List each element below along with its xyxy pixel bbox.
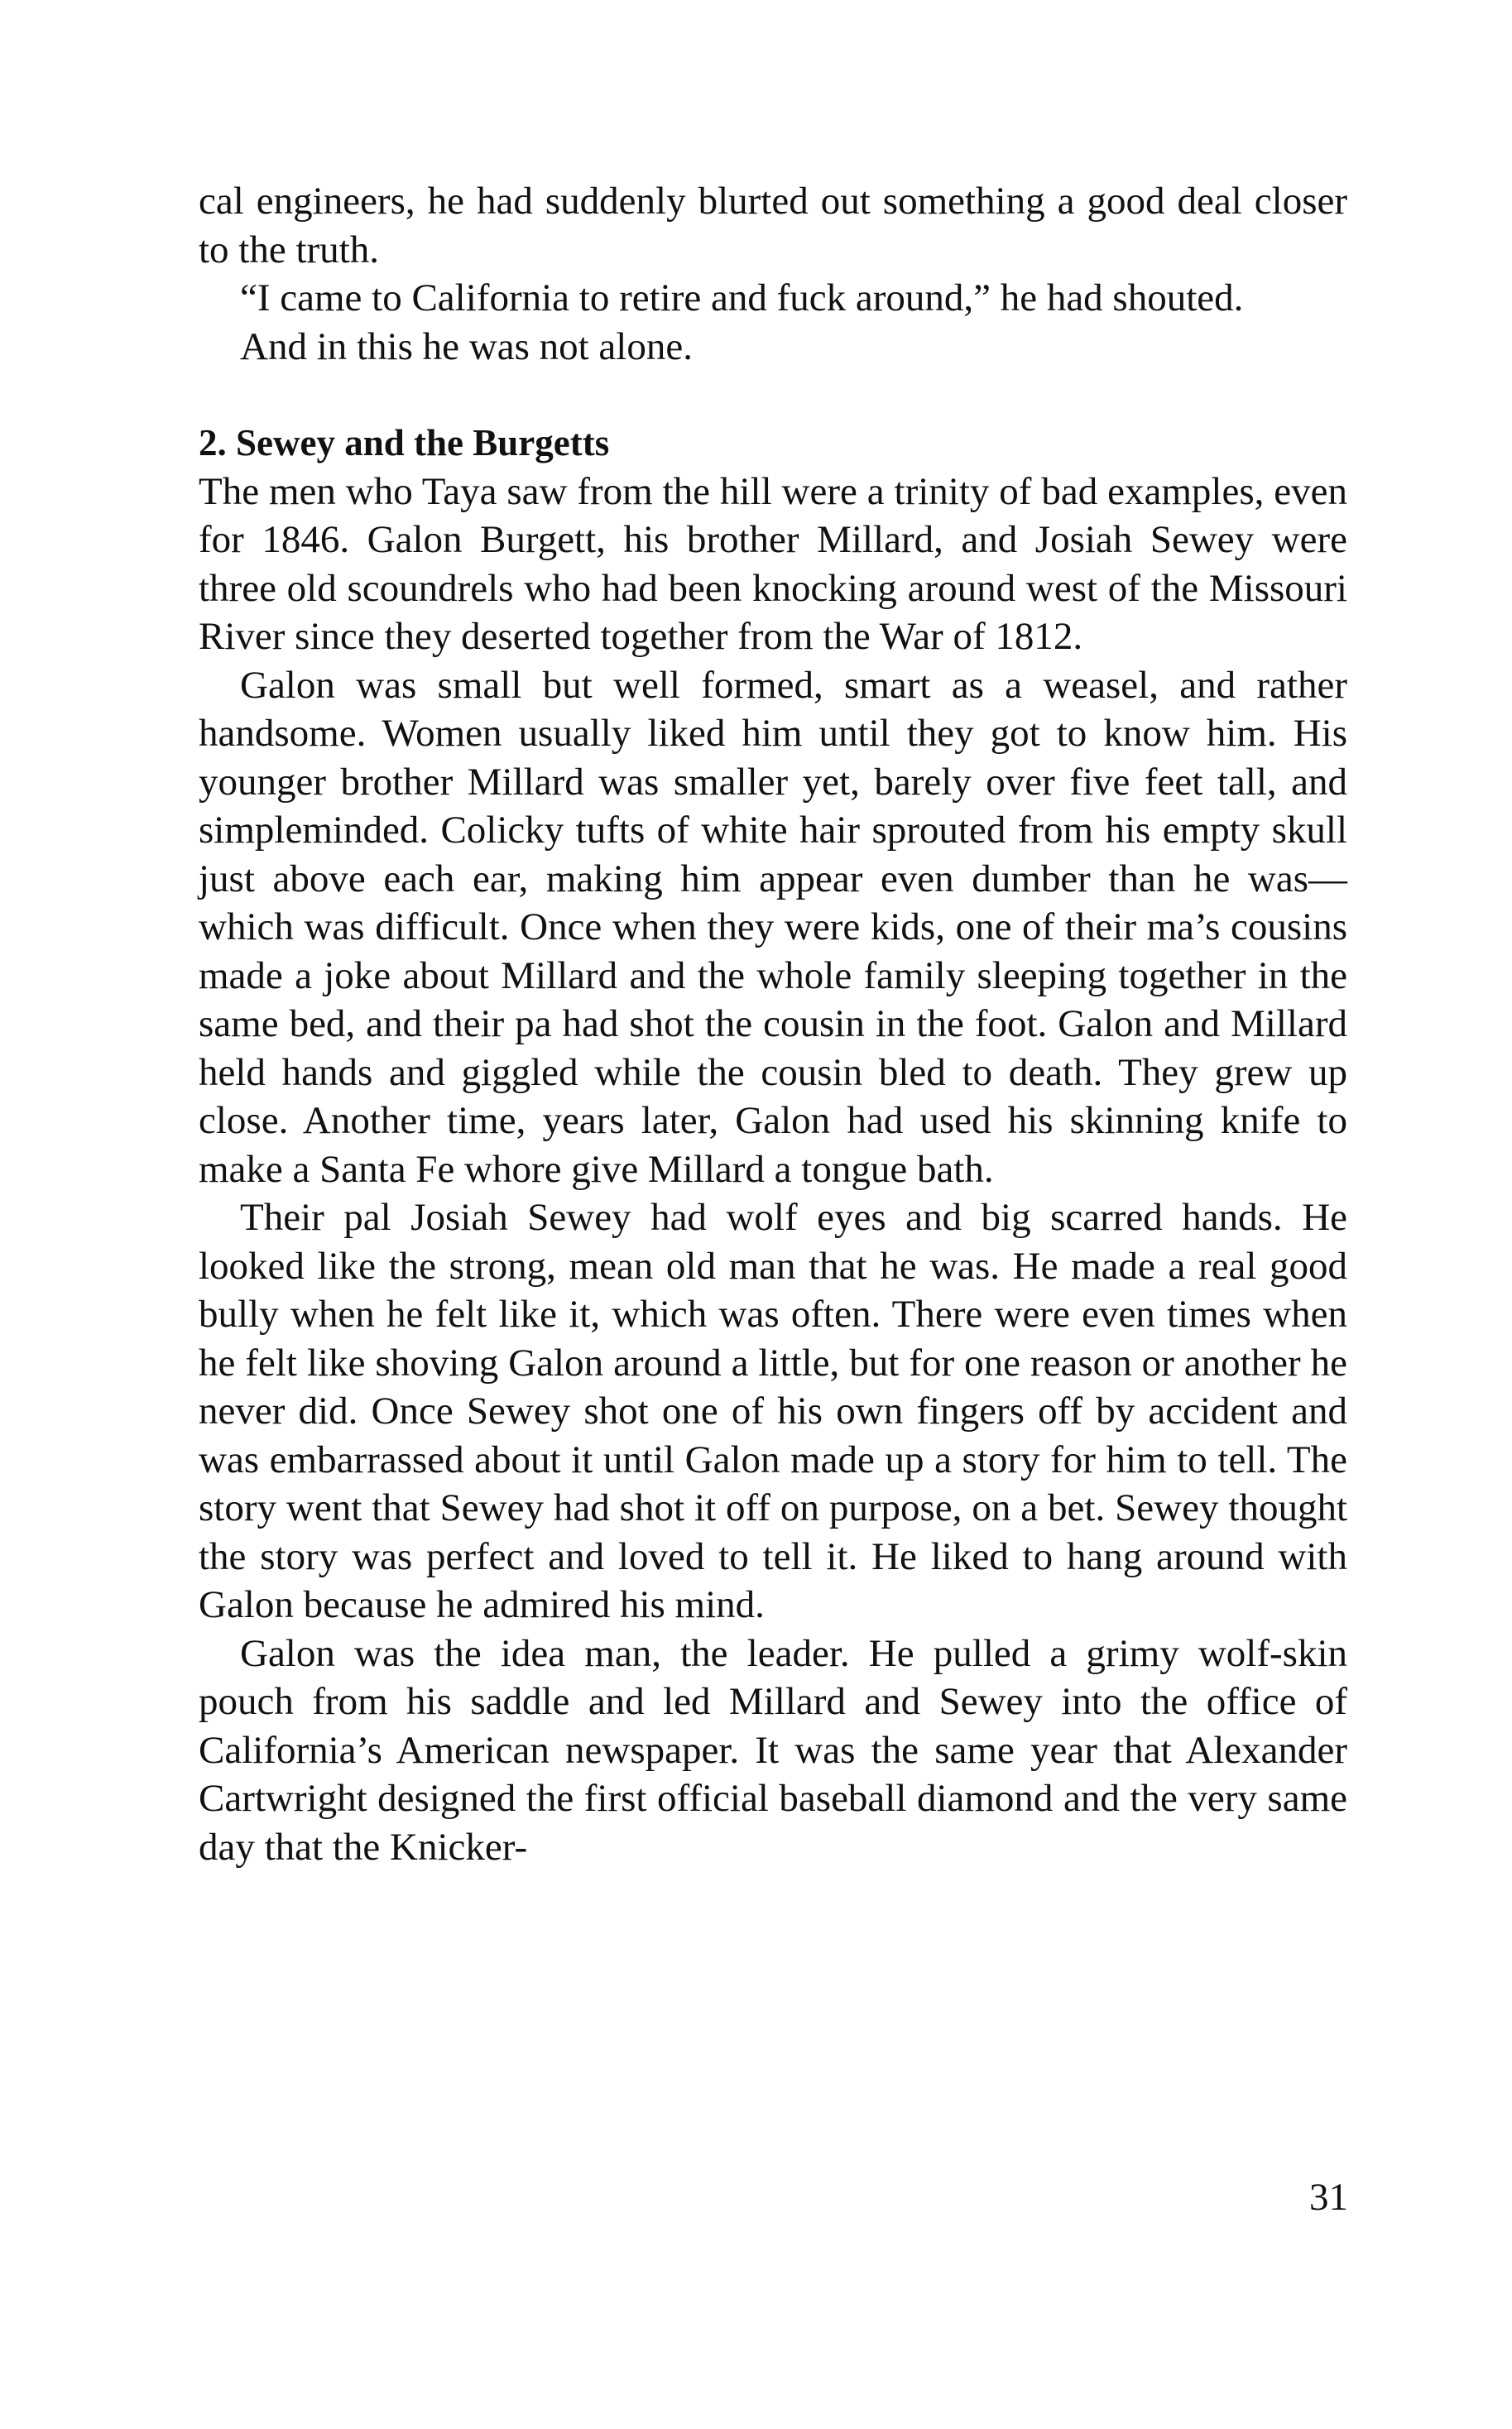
- paragraph-sewey: Their pal Josiah Sewey had wolf eyes and big scarred hands. He looked like the strong, mean old man that he was. He made a real good bully when he felt like it, which was often. There were even times when he felt like shoving Galon around a little, but for one reason or another he never did. Once Sewey shot one of his own fingers off by accident and was embarrassed about it until Galon made up a story for him to tell. The story went that Sewey had shot it off on purpose, on a bet. Sewey thought the story was perfect and loved to tell it. He liked to hang around with Galon because he admired his mind.: [199, 1196, 1347, 1626]
- paragraph-idea-man: Galon was the idea man, the leader. He pulled a grimy wolf-skin pouch from his saddle and led Millard and Sewey into the office of California’s American newspaper. It was the same year that Alexander Cartwright designed the first official baseball diamond and the very same day that the Knicker-: [199, 1631, 1347, 1869]
- paragraph-continuation: cal engineers, he had suddenly blurted out something a good deal closer to the truth.: [199, 180, 1347, 271]
- paragraph-galon: Galon was small but well formed, smart as a weasel, and rather handsome. Women usually liked him until they got to know him. His younger brother Millard was smaller yet, barely over five feet tall, and simpleminded. Colicky tufts of white hair sprouted from his empty skull just above each ear, making him appear even dumber than he was—which was difficult. Once when they were kids, one of their ma’s cousins made a joke about Millard and the whole family sleeping together in the same bed, and their pa had shot the cousin in the foot. Galon and Millard held hands and giggled while the cousin bled to death. They grew up close. Another time, years later, Galon had used his skinning knife to make a Santa Fe whore give Millard a tongue bath.: [199, 663, 1347, 1191]
- paragraph-quote: “I came to California to retire and fuck around,” he had shouted.: [240, 276, 1244, 319]
- paragraph-trinity: The men who Taya saw from the hill were a trinity of bad examples, even for 1846. Galon Burgett, his brother Millard, and Josiah Sewey were three old scoundrels who had been knocking around west of the Missouri River since they deserted together from the War of 1812.: [199, 469, 1347, 658]
- paragraph-not-alone: And in this he was not alone.: [240, 324, 693, 368]
- body-text: [199, 177, 1347, 1871]
- page-number: 31: [1309, 2176, 1348, 2219]
- section-heading: 2. Sewey and the Burgetts: [199, 422, 610, 463]
